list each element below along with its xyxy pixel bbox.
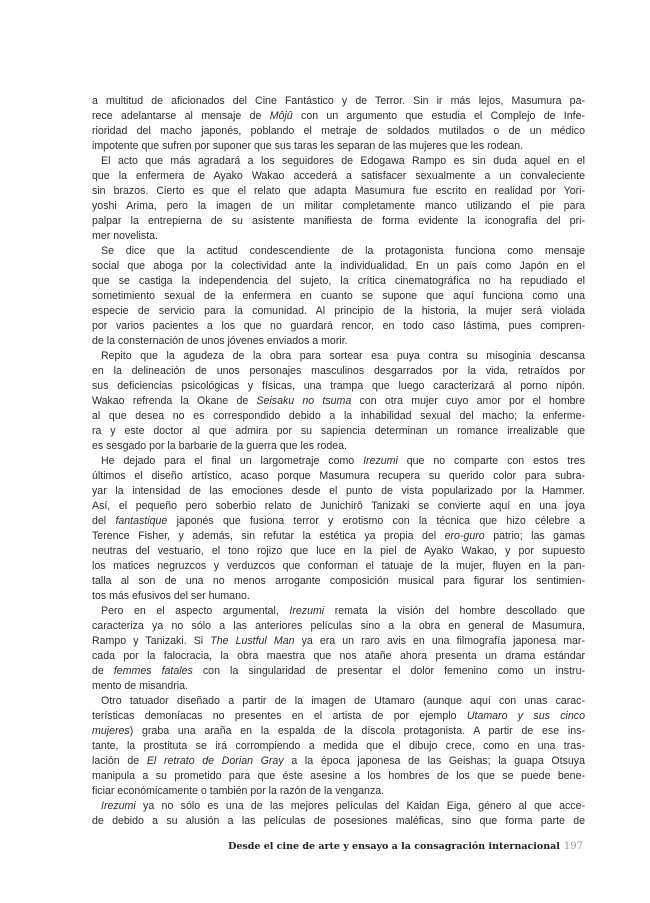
paragraph (92, 244, 585, 349)
text-line (92, 589, 585, 604)
text-line (92, 799, 585, 814)
text-line (92, 319, 585, 334)
text-run: ya no sólo es una de las mejores películas del Kaidan Eiga, género al que acce- (135, 800, 585, 812)
text-run: caracteriza ya no sólo a las anteriores películas sino a la obra en general de Masumura, (92, 620, 585, 632)
text-line (92, 724, 585, 739)
text-run: sometimiento sexual de la enfermera en cuanto se supone que aquí funciona como una (92, 290, 585, 302)
italic-title: El retrato de Dorian Gray (146, 755, 284, 767)
text-line (92, 334, 585, 349)
paragraph (92, 604, 585, 694)
text-run: últimos el diseño artístico, acaso porque Masumura recupera su querido color para subra- (92, 470, 585, 482)
text-line (92, 409, 585, 424)
paragraph (92, 454, 585, 604)
text-line (92, 259, 585, 274)
text-line (92, 244, 585, 259)
text-line (92, 484, 585, 499)
text-run: cada por la falocracia, la obra maestra que nos atañe ahora presenta un drama estándar (92, 650, 585, 662)
text-run: es sesgado por la barbarie de la guerra que les rodea. (92, 440, 348, 452)
text-run: yoshi Arima, pero la imagen de un militar completamente manco utilizando el pie para (92, 200, 585, 212)
italic-title: mujeres (92, 725, 130, 737)
text-run: palpar la entrepierna de su asistente manifiesta de forma evidente la iconografía del pri- (92, 215, 585, 227)
text-run: mento de misandria. (92, 680, 188, 692)
text-line (92, 229, 585, 244)
text-run: que la enfermera de Ayako Wakao accederá a satisfacer sexualmente a un convaleciente (92, 170, 585, 182)
text-run: rece adelantarse al mensaje de (92, 110, 270, 122)
text-line (92, 274, 585, 289)
italic-title: Seisaku no tsuma (256, 395, 352, 407)
text-run: El acto que más agradará a los seguidores de Edogawa Rampo es sin duda aquel en el (101, 155, 585, 167)
text-line (92, 664, 585, 679)
text-run: Rampo y Tanizaki. Si (92, 635, 211, 647)
text-run: Así, el pequeño pero soberbio relato de Junichirô Tanizaki se convierte aquí en una joya (92, 500, 585, 512)
text-run: de la consternación de unos jóvenes enviados a morir. (92, 335, 348, 347)
italic-title: femmes fatales (113, 665, 193, 677)
page-number: 197 (563, 841, 583, 852)
text-run: ficiar económicamente o también por la razón de la venganza. (92, 785, 385, 797)
italic-title: Irezumi (363, 455, 398, 467)
text-line (92, 169, 585, 184)
text-run: con un argumento que estudia el Complejo de Infe- (292, 110, 586, 122)
body-text (92, 94, 585, 829)
text-line (92, 529, 585, 544)
text-run: Pero en el aspecto argumental, (101, 605, 290, 617)
text-line (92, 214, 585, 229)
text-run: de debido a su alusión a las películas de posesiones maléficas, sino que forma parte de (92, 815, 585, 827)
text-run: con la singularidad de presentar el dolor femenino como un instru- (192, 665, 585, 677)
text-run: a multitud de aficionados del Cine Fantástico y de Terror. Sin ir más lejos, Masumura pa- (92, 95, 585, 107)
text-run: patrio; las gamas (484, 530, 585, 542)
paragraph (92, 349, 585, 454)
text-run: Se dice que la actitud condescendiente de la protagonista funciona como mensaje (101, 245, 585, 257)
text-line (92, 454, 585, 469)
text-line (92, 424, 585, 439)
text-run: lación de (92, 755, 147, 767)
text-run: He dejado para el final un largometraje como (101, 455, 364, 467)
text-line (92, 694, 585, 709)
text-run: manipula a su prometido para que éste asesine a los hombres de los que se puede bene- (92, 770, 585, 782)
text-line (92, 559, 585, 574)
text-run: Wakao refrenda la Okane de (92, 395, 257, 407)
text-line (92, 754, 585, 769)
text-run: talla al son de una no menos arrogante composición musical para figurar los sentimien- (92, 575, 585, 587)
running-title: Desde el cine de arte y ensayo a la consagración internacional (228, 841, 560, 852)
italic-title: ero-guro (444, 530, 485, 542)
text-line (92, 619, 585, 634)
text-run: impotente que sufren por suponer que sus taras les separan de las mujeres que les rodean. (92, 140, 524, 152)
paragraph (92, 694, 585, 799)
text-line (92, 139, 585, 154)
text-line (92, 94, 585, 109)
text-line (92, 154, 585, 169)
paragraph (92, 94, 585, 154)
italic-title: The Lustful Man (210, 635, 295, 647)
text-run: Terence Fisher, y además, sin refutar la estética ya propia del (92, 530, 445, 542)
text-run: terísticas demoníacas no presentes en el artista de por ejemplo (92, 710, 467, 722)
text-line (92, 184, 585, 199)
text-run: tante, la prostituta se irá corrompiendo a medida que el dibujo crece, como en una tras- (92, 740, 585, 752)
italic-title: Irezumi (289, 605, 325, 617)
text-run: social que aboga por la colectividad ante la individualidad. En un país como Japón en el (92, 260, 585, 272)
text-line (92, 784, 585, 799)
text-run: remata la visión del hombre descollado que (324, 605, 585, 617)
text-line (92, 649, 585, 664)
page-footer (200, 836, 583, 854)
text-line (92, 679, 585, 694)
text-run: del (92, 515, 116, 527)
text-run: neutras del vestuario, el tono rojizo que luce en la piel de Ayako Wakao, y por supuesto (92, 545, 585, 557)
text-line (92, 634, 585, 649)
text-line (92, 349, 585, 364)
text-run: ra y este doctor al que admira por su sapiencia determinan un romance irrealizable que (92, 425, 585, 437)
text-run: en la delineación de unos personajes masculinos desgarrados por la vida, retraídos por (92, 365, 585, 377)
text-run: sin brazos. Cierto es que el relato que adapta Masumura fue escrito en realidad por Yori- (92, 185, 585, 197)
text-line (92, 469, 585, 484)
text-line (92, 379, 585, 394)
italic-title: Môjû (269, 110, 293, 122)
text-run: ya era un raro avis en una filmografía japonesa mar- (294, 635, 585, 647)
text-run: que se castiga la independencia del sujeto, la crítica cinematográfica no ha repudiado el (92, 275, 585, 287)
text-run: ) graba una araña en la espalda de la díscola protagonista. A partir de ese ins- (129, 725, 585, 737)
text-run: japonés que fusiona terror y erotismo con la técnica que hizo célebre a (167, 515, 585, 527)
text-line (92, 814, 585, 829)
text-run: al que desea no es correspondido debido a la inhabilidad sexual del macho; la enferme- (92, 410, 585, 422)
text-line (92, 304, 585, 319)
text-line (92, 124, 585, 139)
text-line (92, 364, 585, 379)
text-line (92, 769, 585, 784)
text-line (92, 109, 585, 124)
text-line (92, 544, 585, 559)
text-run: rioridad del macho japonés, poblando el metraje de soldados mutilados o de un médico (92, 125, 585, 137)
text-run: sus deficiencias psicológicas y físicas, una trampa que luego caracterizará al porno nipón. (92, 380, 585, 392)
paragraph (92, 799, 585, 829)
italic-title: Utamaro y sus cinco (466, 710, 585, 722)
text-run: mer novelista. (92, 230, 158, 242)
text-run: especie de servicio para la comunidad. Al principio de la historia, la mujer será violada (92, 305, 585, 317)
italic-title: Irezumi (101, 800, 136, 812)
text-run: Otro tatuador diseñado a partir de la imagen de Utamaro (aunque aquí con unas carac- (101, 695, 585, 707)
text-run: que no comparte con estos tres (397, 455, 585, 467)
text-line (92, 289, 585, 304)
text-line (92, 439, 585, 454)
text-line (92, 709, 585, 724)
text-run: los matices negruzcos y verduzcos que conforman el tatuaje de la mujer, fluyen en la pan- (92, 560, 585, 572)
text-run: tos más efusivos del ser humano. (92, 590, 250, 602)
text-line (92, 574, 585, 589)
text-line (92, 499, 585, 514)
paragraph (92, 154, 585, 244)
text-run: Repito que la agudeza de la obra para sortear esa puya contra su misoginia descansa (101, 350, 585, 362)
italic-title: fantastique (115, 515, 168, 527)
text-run: a la época japonesa de las Geishas; la guapa Otsuya (283, 755, 585, 767)
text-run: con otra mujer cuyo amor por el hombre (351, 395, 585, 407)
text-line (92, 394, 585, 409)
text-line (92, 739, 585, 754)
text-line (92, 604, 585, 619)
text-run: yar la intensidad de las emociones desde el punto de vista popularizado por la Hammer. (92, 485, 585, 497)
text-line (92, 199, 585, 214)
text-run: de (92, 665, 114, 677)
text-run: por varios pacientes a los que no guardará rencor, en todo caso lástima, pues compren- (92, 320, 585, 332)
text-line (92, 514, 585, 529)
